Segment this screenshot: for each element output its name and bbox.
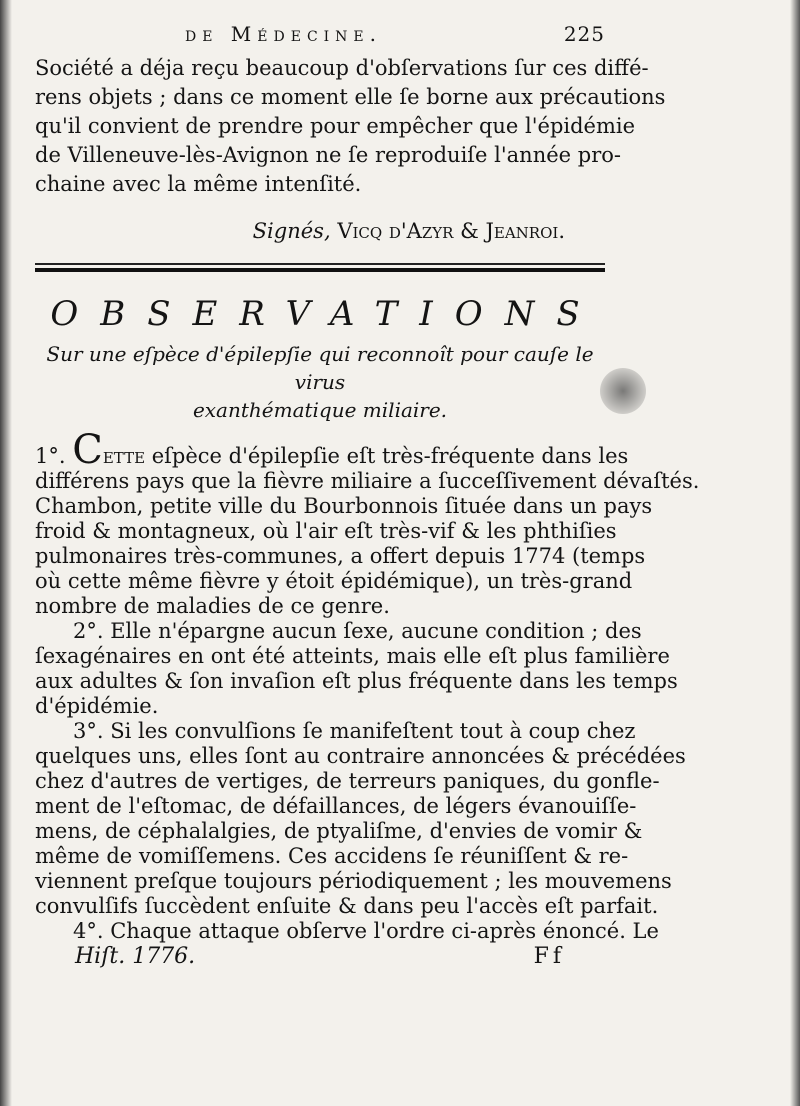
text-line: nombre de maladies de ce genre. xyxy=(35,594,390,618)
text-fragment: eſpèce d'épilepſie eſt très-fréquente dans les xyxy=(151,444,629,468)
smallcaps-word: ette xyxy=(102,444,146,468)
page-footer xyxy=(35,944,605,969)
text-line: de Villeneuve-lès-Avignon ne ſe reproduiſe l'année pro- xyxy=(35,143,621,167)
body-text xyxy=(35,427,700,944)
text-line: froid & montagneux, où l'air eſt très-vif & les phthiſies xyxy=(35,519,617,543)
drop-cap: C xyxy=(72,427,103,473)
text-line: où cette même fièvre y étoit épidémique), un très-grand xyxy=(35,569,633,593)
text-line: rens objets ; dans ce moment elle ſe borne aux précautions xyxy=(35,85,666,109)
footer-gathering-mark: Ff xyxy=(533,944,565,969)
top-paragraph xyxy=(35,54,666,199)
subtitle-line: Sur une eſpèce d'épilepſie qui reconnoît pour cauſe le virus xyxy=(46,342,594,394)
text-line: Chambon, petite ville du Bourbonnois ſituée dans un pays xyxy=(35,494,653,518)
left-page-edge xyxy=(0,0,12,1106)
text-line: chaine avec la même intenſité. xyxy=(35,172,362,196)
divider-thin xyxy=(35,263,605,265)
footer-signature: Hiſt. 1776. xyxy=(75,944,196,969)
text-line: 3°. Si les convulſions ſe manifeſtent tout à coup chez xyxy=(73,719,636,743)
divider-thick xyxy=(35,268,605,272)
text-line: qu'il convient de prendre pour empêcher que l'épidémie xyxy=(35,114,636,138)
text-line: 4°. Chaque attaque obſerve l'ordre ci-après énoncé. Le xyxy=(73,919,659,943)
ink-stain xyxy=(600,368,646,414)
text-line: différens pays que la fièvre miliaire a ſucceſſivement dévaſtés. xyxy=(35,469,700,493)
text-line: ment de l'eſtomac, de défaillances, de légers évanouiſſe- xyxy=(35,794,637,818)
section-subtitle xyxy=(35,340,605,424)
signature xyxy=(35,219,605,243)
paragraph-1-first-line xyxy=(35,427,629,473)
text-line: d'épidémie. xyxy=(35,694,159,718)
text-line: Société a déja reçu beaucoup d'obſervations ſur ces diffé- xyxy=(35,56,649,80)
text-line: viennent preſque toujours périodiquement ; les mouvemens xyxy=(35,869,672,893)
section-heading: OBSERVATIONS xyxy=(50,294,602,334)
text-line: ſexagénaires en ont été atteints, mais elle eſt plus familière xyxy=(35,644,670,668)
text-line: 2°. Elle n'épargne aucun ſexe, aucune condition ; des xyxy=(73,619,642,643)
subtitle-line: exanthématique miliaire. xyxy=(192,398,448,422)
text-line: chez d'autres de vertiges, de terreurs paniques, du gonfle- xyxy=(35,769,660,793)
signature-names: Vicq d'Azyr & Jeanroi. xyxy=(337,219,565,243)
running-head xyxy=(185,22,605,46)
signature-signes: Signés, xyxy=(252,219,331,243)
text-line: aux adultes & ſon invaſion eſt plus fréquente dans les temps xyxy=(35,669,678,693)
text-line: convulſifs ſuccèdent enſuite & dans peu l'accès eſt parfait. xyxy=(35,894,659,918)
paragraph-number: 1°. xyxy=(35,444,66,468)
right-page-edge xyxy=(790,0,800,1106)
text-line: même de vomiſſemens. Ces accidens ſe réuniſſent & re- xyxy=(35,844,629,868)
page-number: 225 xyxy=(563,22,605,46)
text-line: mens, de céphalalgies, de ptyaliſme, d'envies de vomir & xyxy=(35,819,643,843)
text-line: pulmonaires très-communes, a offert depuis 1774 (temps xyxy=(35,544,646,568)
text-line: quelques uns, elles ſont au contraire annoncées & précédées xyxy=(35,744,686,768)
running-head-title: de Médecine. xyxy=(185,22,383,46)
